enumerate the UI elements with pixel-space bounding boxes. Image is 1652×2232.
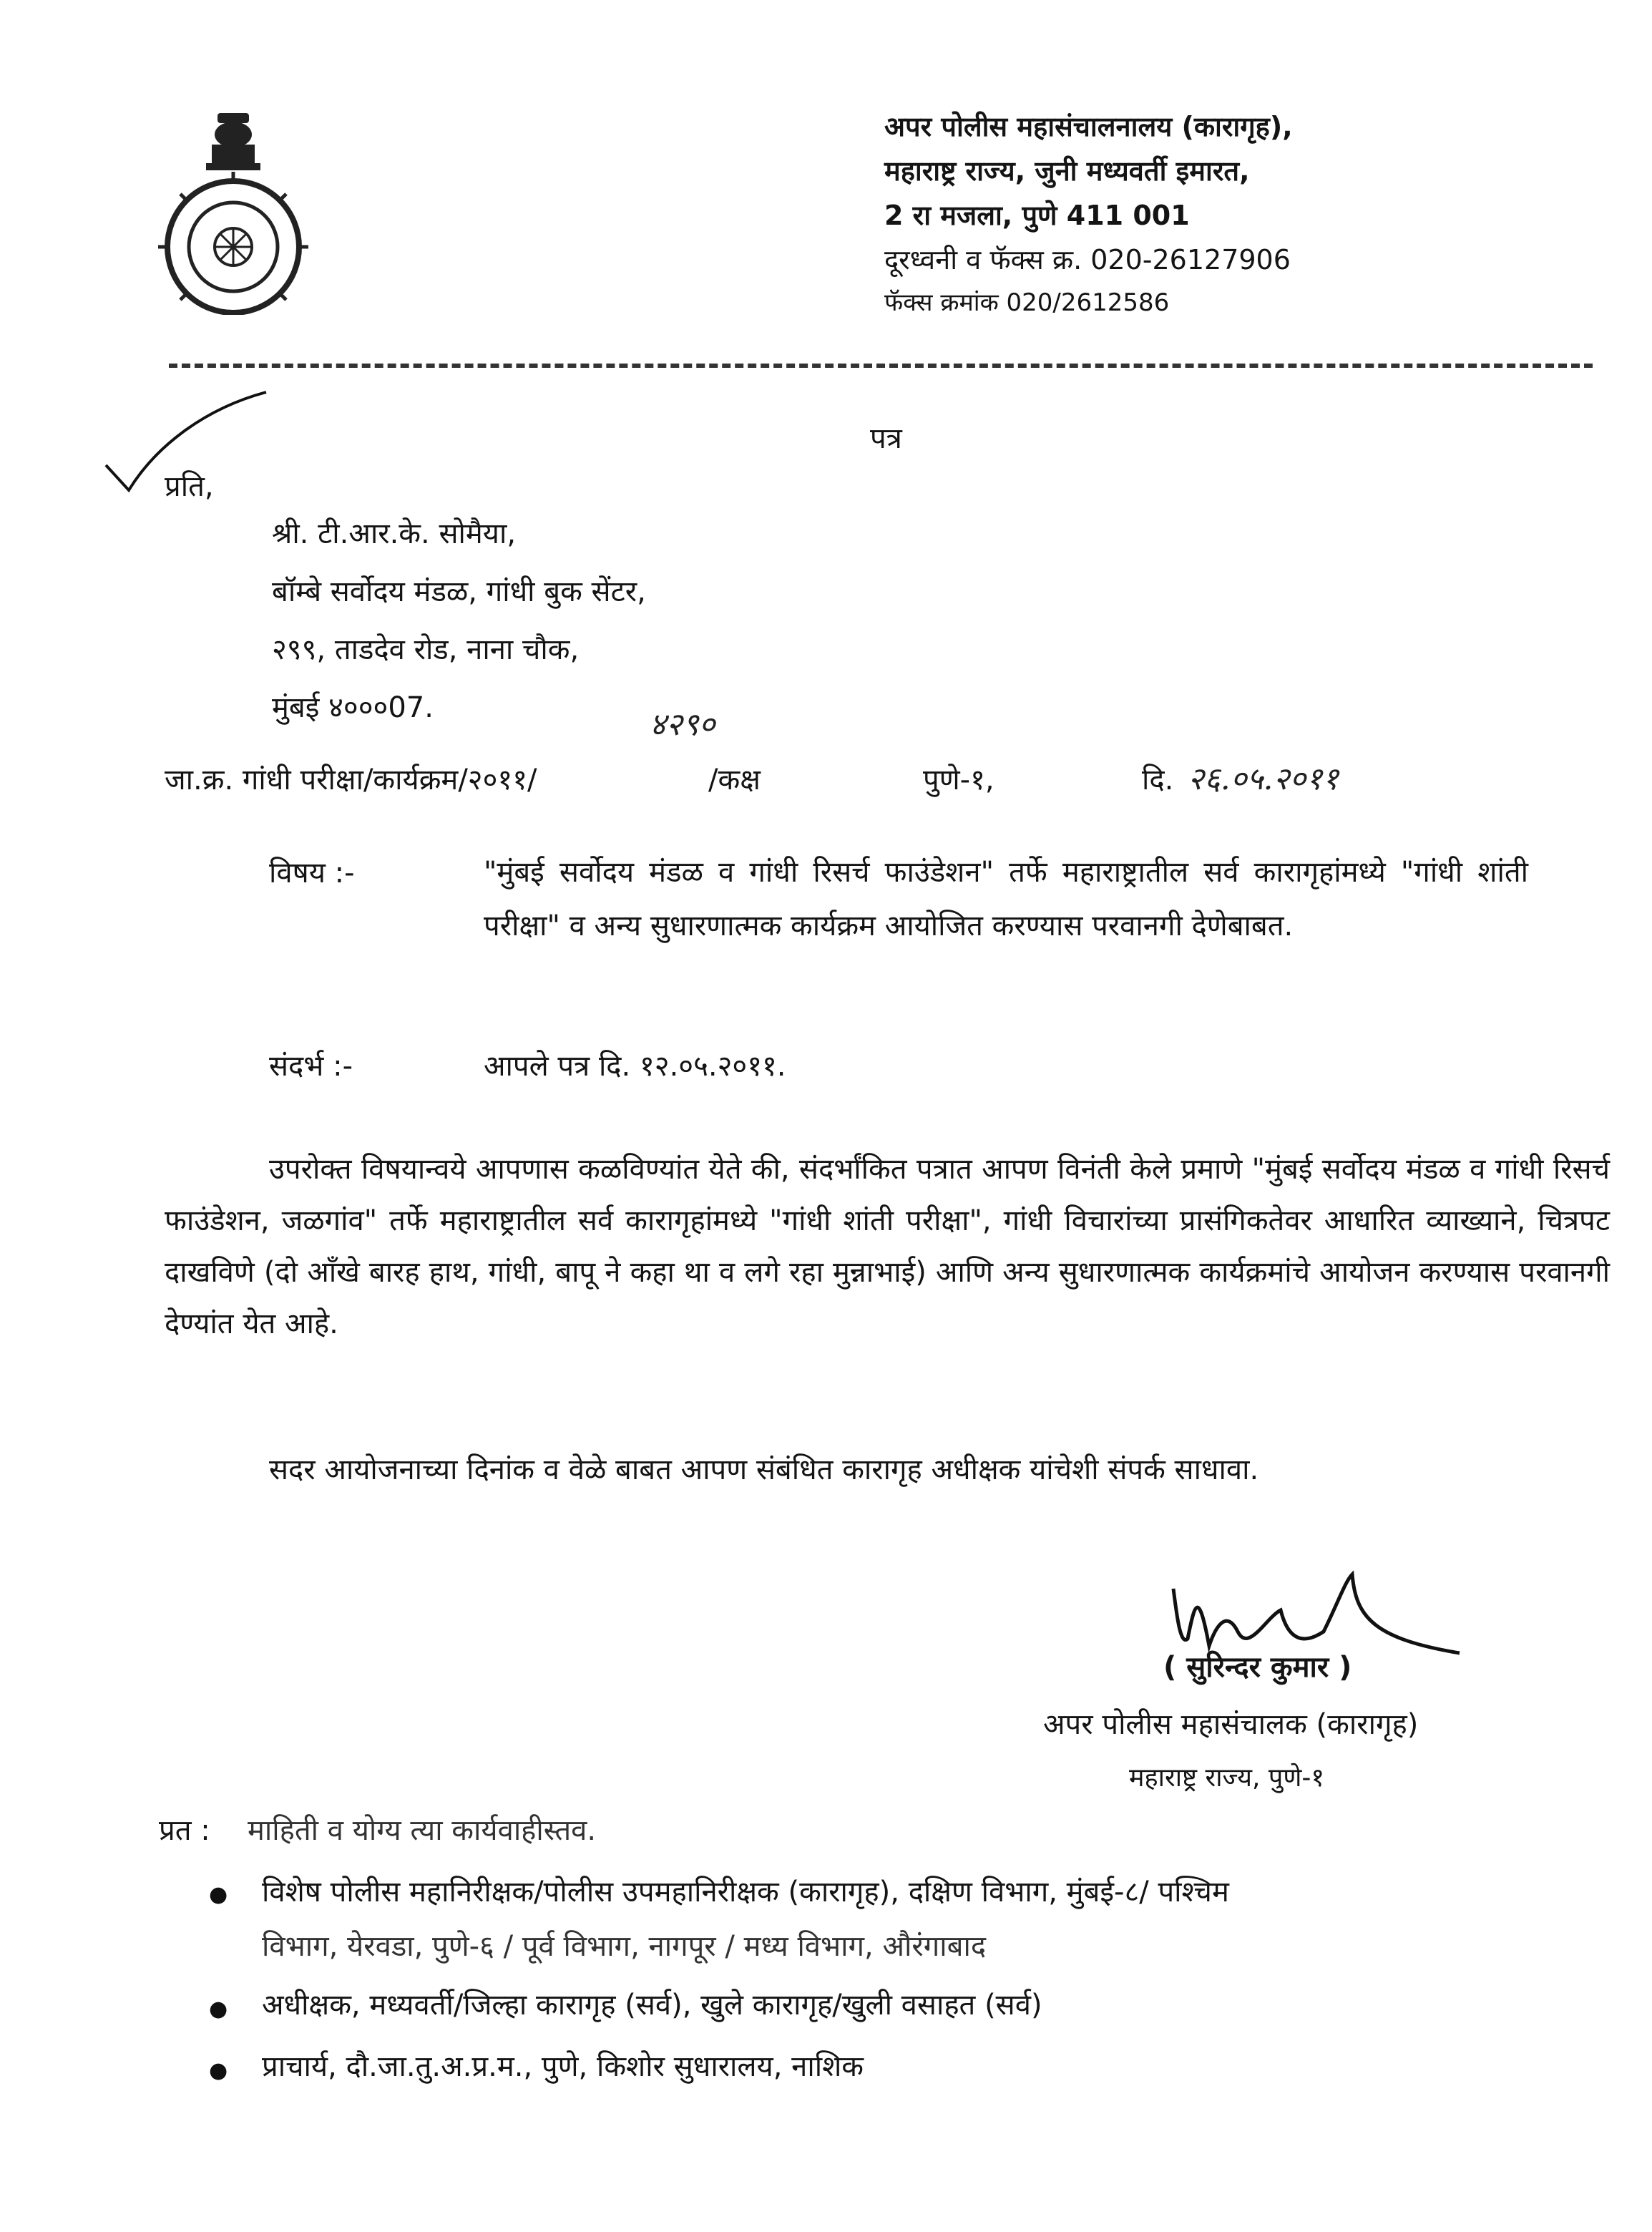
address-line: महाराष्ट्र राज्य, जुनी मध्यवर्ती इमारत, bbox=[884, 155, 1250, 187]
signatory-name: ( सुरिन्दर कुमार ) bbox=[1163, 1651, 1352, 1684]
letter-heading: पत्र bbox=[870, 422, 902, 455]
copy-item: प्राचार्य, दौ.जा.तु.अ.प्र.म., पुणे, किशोर सुधारालय, नाशिक bbox=[262, 2050, 864, 2083]
reference-number: जा.क्र. गांधी परीक्षा/कार्यक्रम/२०११/ bbox=[165, 764, 537, 796]
header-address-block bbox=[884, 107, 1293, 329]
copy-item: विभाग, येरवडा, पुणे-६ / पूर्व विभाग, नागपूर / मध्य विभाग, औरंगाबाद bbox=[262, 1930, 987, 1963]
date-prefix: दि. bbox=[1142, 764, 1174, 796]
body-paragraph: सदर आयोजनाच्या दिनांक व वेळे बाबत आपण संबंधित कारागृह अधीक्षक यांचेशी संपर्क साधावा. bbox=[269, 1453, 1259, 1486]
address-line: अपर पोलीस महासंचालनालय (कारागृह), bbox=[884, 111, 1293, 142]
recipient-line: मुंबई ४०००07. bbox=[272, 691, 434, 724]
body-paragraph: उपरोक्त विषयान्वये आपणास कळविण्यांत येते की, संदर्भांकित पत्रात आपण विनंती केले प्रमाणे "मुंबई सर्वोदय मंडळ व गांधी रिसर्च फाउंडेशन, जळगांव" तर्फे महाराष्ट्रातील सर्व कारागृहांमध्ये "गांधी शांती परीक्षा", गांधी विचारांच्या प्रासंगिकतेवर आधारित व्याख्याने, चित्रपट दाखविणे (दो आँखे बारह हाथ, गांधी, बापू ने कहा था व लगे रहा मुन्नाभाई) आणि अन्य सुधारणात्मक कार्यक्रमांचे आयोजन करण्यास परवानगी देण्यांत येत आहे. bbox=[165, 1153, 1610, 1340]
to-label: प्रति, bbox=[165, 470, 214, 503]
reference-text: आपले पत्र दि. १२.०५.२०११. bbox=[484, 1050, 786, 1083]
copy-item: अधीक्षक, मध्यवर्ती/जिल्हा कारागृह (सर्व), खुले कारागृह/खुली वसाहत (सर्व) bbox=[262, 1989, 1042, 2022]
signatory-title: अपर पोलीस महासंचालक (कारागृह) bbox=[1043, 1708, 1419, 1741]
reference-label: संदर्भ :- bbox=[269, 1050, 353, 1083]
emblem-logo bbox=[155, 100, 312, 315]
subject-label: विषय :- bbox=[269, 857, 355, 890]
reference-suffix: /कक्ष bbox=[708, 764, 761, 796]
bullet-icon: ● bbox=[209, 1997, 228, 2022]
subject-text: "मुंबई सर्वोदय मंडळ व गांधी रिसर्च फाउंडेशन" तर्फे महाराष्ट्रातील सर्व कारागृहांमध्ये "गांधी शांती परीक्षा" व अन्य सुधारणात्मक कार्यक्रम आयोजित करण्यास परवानगी देणेबाबत. bbox=[484, 856, 1528, 942]
recipient-line: श्री. टी.आर.के. सोमैया, bbox=[272, 517, 517, 550]
address-line: फॅक्स क्रमांक 020/2612586 bbox=[884, 288, 1170, 317]
bullet-icon: ● bbox=[209, 1882, 228, 1907]
recipient-line: बॉम्बे सर्वोदय मंडळ, गांधी बुक सेंटर, bbox=[272, 575, 646, 608]
address-line: 2 रा मजला, पुणे 411 001 bbox=[884, 200, 1190, 231]
place: पुणे-१, bbox=[923, 764, 994, 796]
bullet-icon: ● bbox=[209, 2058, 228, 2083]
copy-label: प्रत : bbox=[159, 1814, 210, 1847]
date-value: २६.०५.२०११ bbox=[1188, 761, 1339, 797]
recipient-line: २९९, ताडदेव रोड, नाना चौक, bbox=[272, 633, 580, 666]
copy-item: विशेष पोलीस महानिरीक्षक/पोलीस उपमहानिरीक्षक (कारागृह), दक्षिण विभाग, मुंबई-८/ पश्चिम bbox=[262, 1876, 1229, 1909]
header-divider bbox=[169, 364, 1593, 368]
address-line: दूरध्वनी व फॅक्स क्र. 020-26127906 bbox=[884, 244, 1291, 276]
copy-text: माहिती व योग्य त्या कार्यवाहीस्तव. bbox=[248, 1814, 597, 1847]
signatory-place: महाराष्ट्र राज्य, पुणे-१ bbox=[1129, 1763, 1325, 1793]
handwritten-outward-number: ४२९० bbox=[650, 706, 715, 743]
recipient-address bbox=[272, 512, 646, 744]
